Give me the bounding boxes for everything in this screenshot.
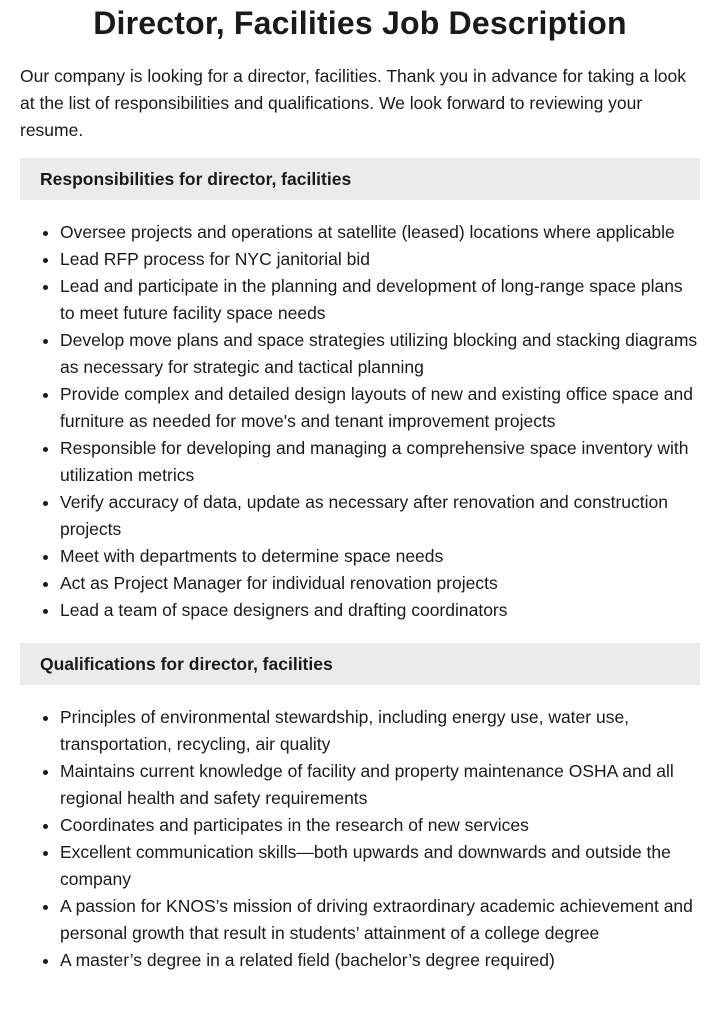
list-item: • A master’s degree in a related field (bachelor’s degree required)	[60, 947, 700, 974]
responsibilities-list	[20, 219, 700, 624]
responsibilities-header	[20, 158, 700, 200]
page-title: Director, Facilities Job Description	[93, 5, 627, 41]
list-item: • Provide complex and detailed design layouts of new and existing office space and furniture as needed for move's and tenant improvement projects	[60, 381, 700, 435]
list-item: • Develop move plans and space strategies utilizing blocking and stacking diagrams as necessary for strategic and tactical planning	[60, 327, 700, 381]
list-item: • Principles of environmental stewardship, including energy use, water use, transportation, recycling, air quality	[60, 704, 700, 758]
list-item: • Lead RFP process for NYC janitorial bid	[60, 246, 700, 273]
list-item: • Lead and participate in the planning and development of long-range space plans to meet future facility space needs	[60, 273, 700, 327]
qualifications-header-label: Qualifications for director, facilities	[40, 653, 333, 674]
intro-paragraph: Our company is looking for a director, facilities. Thank you in advance for taking a look at the list of responsibilities and qualifications. We look forward to reviewing your resume.	[20, 66, 686, 140]
list-item: • Act as Project Manager for individual renovation projects	[60, 570, 700, 597]
list-item: • Coordinates and participates in the research of new services	[60, 812, 700, 839]
list-item: • Maintains current knowledge of facility and property maintenance OSHA and all regional health and safety requirements	[60, 758, 700, 812]
responsibilities-header-label: Responsibilities for director, facilities	[40, 168, 352, 189]
list-item: • Oversee projects and operations at satellite (leased) locations where applicable	[60, 219, 700, 246]
list-item: • Responsible for developing and managing a comprehensive space inventory with utilization metrics	[60, 435, 700, 489]
list-item: • Lead a team of space designers and drafting coordinators	[60, 597, 700, 624]
list-item: • A passion for KNOS’s mission of driving extraordinary academic achievement and personal growth that result in students’ attainment of a college degree	[60, 893, 700, 947]
qualifications-header	[20, 643, 700, 685]
list-item: • Meet with departments to determine space needs	[60, 543, 700, 570]
list-item: • Verify accuracy of data, update as necessary after renovation and construction projects	[60, 489, 700, 543]
qualifications-list	[20, 704, 700, 974]
list-item: • Excellent communication skills—both upwards and downwards and outside the company	[60, 839, 700, 893]
